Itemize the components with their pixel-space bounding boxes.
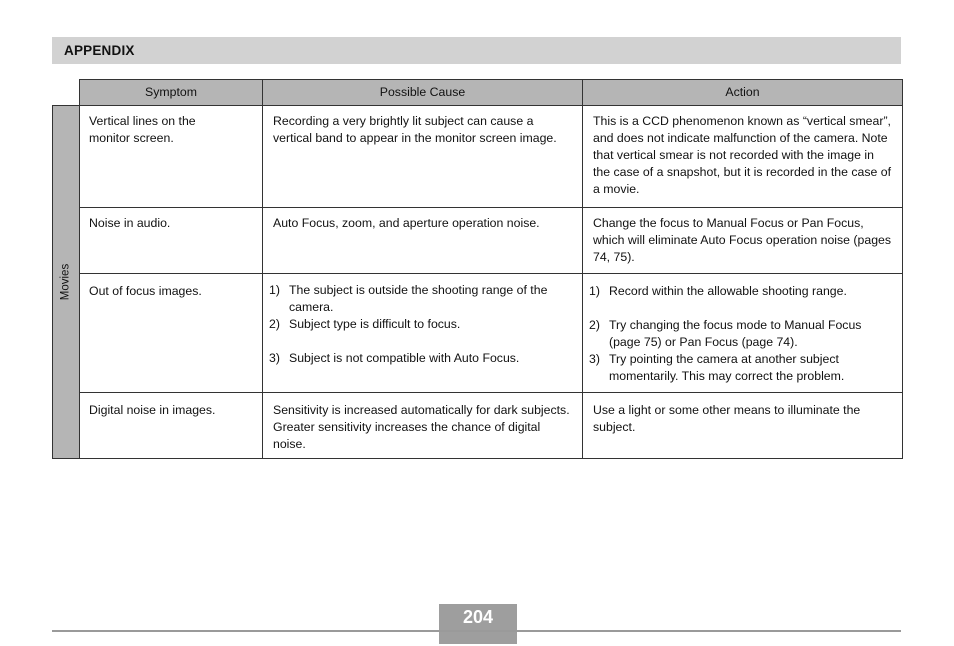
list-text: Try pointing the camera at another subject momentarily. This may correct the problem.: [609, 352, 845, 383]
header-spacer: [53, 80, 80, 106]
table-row: [53, 106, 903, 208]
symptom-cell: [80, 106, 263, 208]
list-item: [589, 317, 892, 351]
list-number: 2): [589, 318, 600, 332]
cause-text: Auto Focus, zoom, and aperture operation noise.: [273, 216, 540, 230]
action-cell: [583, 393, 903, 459]
list-text: Try changing the focus mode to Manual Focus (page 75) or Pan Focus (page 74).: [609, 318, 862, 349]
table-row: [53, 274, 903, 393]
table-row: [53, 208, 903, 274]
column-header-action: Action: [583, 80, 903, 106]
cause-list: [263, 274, 582, 367]
list-number: 1): [269, 283, 280, 297]
list-item: [589, 351, 892, 385]
list-number: 3): [589, 352, 600, 366]
table-row: [53, 393, 903, 459]
list-text: Record within the allowable shooting range.: [609, 284, 847, 298]
list-text: Subject type is difficult to focus.: [289, 317, 461, 331]
symptom-cell: [80, 208, 263, 274]
action-text: This is a CCD phenomenon known as “vertical smear”, and does not indicate malfunction of the camera. Note that vertical smear is not recorded with the image in the case of a snapshot, but it is recorded in the case of a movie.: [593, 114, 892, 196]
symptom-cell: [80, 393, 263, 459]
symptom-text: Out of focus images.: [89, 284, 202, 298]
symptom-text: Noise in audio.: [89, 216, 171, 230]
column-header-cause: Possible Cause: [263, 80, 583, 106]
action-cell: [583, 106, 903, 208]
header-bar: [52, 37, 901, 64]
list-number: 3): [269, 351, 280, 365]
section-label-cell: [53, 106, 80, 459]
action-cell: [583, 274, 903, 393]
list-item: [269, 316, 572, 333]
symptom-text: Vertical lines on the monitor screen.: [89, 114, 196, 145]
action-cell: [583, 208, 903, 274]
troubleshooting-table: [52, 79, 903, 459]
action-text: Use a light or some other means to illuminate the subject.: [593, 403, 861, 434]
cause-cell: [263, 274, 583, 393]
list-item: [269, 282, 572, 316]
list-text: Subject is not compatible with Auto Focus.: [289, 351, 520, 365]
action-text: Change the focus to Manual Focus or Pan Focus, which will eliminate Auto Focus operation noise (pages 74, 75).: [593, 216, 892, 264]
section-title: APPENDIX: [64, 43, 135, 58]
action-list: [583, 274, 902, 385]
cause-text: Sensitivity is increased automatically for dark subjects. Greater sensitivity increases the chance of digital noise.: [273, 403, 570, 451]
page-number: 204: [439, 604, 517, 630]
section-label: Movies: [59, 263, 72, 301]
cause-cell: [263, 393, 583, 459]
list-item: [269, 350, 572, 367]
table-header-row: [53, 80, 903, 106]
cause-cell: [263, 208, 583, 274]
list-text: The subject is outside the shooting range of the camera.: [289, 283, 548, 314]
page-number-tab: [439, 632, 517, 644]
list-item: [589, 283, 892, 300]
symptom-cell: [80, 274, 263, 393]
cause-text: Recording a very brightly lit subject can cause a vertical band to appear in the monitor screen image.: [273, 114, 557, 145]
cause-cell: [263, 106, 583, 208]
list-number: 2): [269, 317, 280, 331]
symptom-text: Digital noise in images.: [89, 403, 216, 417]
column-header-symptom: Symptom: [80, 80, 263, 106]
list-number: 1): [589, 284, 600, 298]
